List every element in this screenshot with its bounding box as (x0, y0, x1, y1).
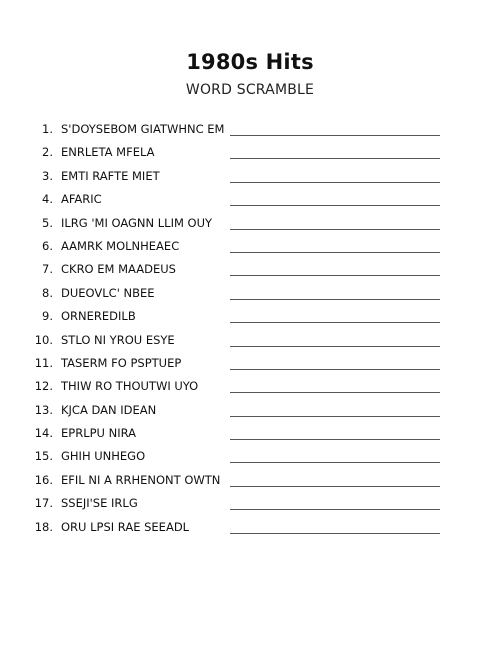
answer-line (230, 486, 440, 487)
list-item (0, 238, 500, 261)
list-item (0, 332, 500, 355)
item-number: 16. (34, 472, 53, 487)
answer-line (230, 369, 440, 370)
scrambled-word: THIW RO THOUTWI UYO (61, 379, 199, 394)
scrambled-word: ORU LPSI RAE SEEADL (61, 519, 190, 534)
list-item (0, 402, 500, 425)
scramble-list (0, 121, 500, 542)
item-number: 5. (42, 215, 53, 230)
scrambled-word: EMTI RAFTE MIET (61, 168, 160, 183)
scrambled-word: S'DOYSEBOM GIATWHNC EM (61, 122, 225, 136)
scrambled-word: EFIL NI A RRHENONT OWTN (61, 472, 221, 487)
item-number: 13. (34, 402, 53, 417)
answer-line (230, 322, 440, 323)
answer-line (230, 533, 440, 534)
list-item (0, 308, 500, 331)
answer-line (230, 158, 440, 159)
list-item (0, 121, 500, 144)
list-item (0, 448, 500, 471)
answer-line (230, 392, 440, 393)
list-item (0, 215, 500, 238)
item-number: 2. (42, 145, 53, 160)
answer-line (230, 346, 440, 347)
scrambled-word: ILRG 'MI OAGNN LLIM OUY (61, 215, 213, 230)
list-item (0, 261, 500, 284)
item-number: 15. (34, 449, 53, 464)
item-number: 10. (34, 332, 53, 347)
answer-line (230, 252, 440, 253)
item-number: 7. (42, 262, 53, 277)
scrambled-word: AFARIC (61, 192, 102, 207)
answer-line (230, 135, 440, 136)
list-item (0, 168, 500, 191)
item-number: 4. (42, 192, 53, 207)
list-item (0, 519, 500, 542)
scrambled-word: KJCA DAN IDEAN (61, 402, 157, 417)
item-number: 18. (34, 519, 53, 534)
scrambled-word: ENRLETA MFELA (61, 145, 155, 160)
worksheet-subtitle: WORD SCRAMBLE (185, 82, 315, 98)
item-number: 6. (42, 238, 53, 253)
worksheet-title: 1980s Hits (186, 50, 314, 74)
scrambled-word: GHIH UNHEGO (61, 449, 146, 464)
list-item (0, 144, 500, 167)
answer-line (230, 439, 440, 440)
answer-line (230, 509, 440, 510)
scrambled-word: SSEJI'SE IRLG (61, 496, 138, 511)
list-item (0, 472, 500, 495)
item-number: 8. (42, 285, 53, 300)
item-number: 11. (34, 355, 53, 370)
item-number: 1. (42, 122, 53, 136)
scrambled-word: EPRLPU NIRA (61, 426, 136, 441)
scrambled-word: ORNEREDILB (61, 309, 136, 324)
answer-line (230, 229, 440, 230)
answer-line (230, 416, 440, 417)
item-number: 17. (34, 496, 53, 511)
list-item (0, 191, 500, 214)
scrambled-word: AAMRK MOLNHEAEC (61, 238, 180, 253)
list-item (0, 425, 500, 448)
item-number: 9. (42, 309, 53, 324)
list-item (0, 378, 500, 401)
scrambled-word: TASERM FO PSPTUEP (61, 355, 182, 370)
answer-line (230, 182, 440, 183)
item-number: 12. (34, 379, 53, 394)
scrambled-word: STLO NI YROU ESYE (61, 332, 175, 347)
item-number: 14. (34, 426, 53, 441)
scrambled-word: CKRO EM MAADEUS (61, 262, 176, 277)
answer-line (230, 275, 440, 276)
item-number: 3. (42, 168, 53, 183)
list-item (0, 285, 500, 308)
answer-line (230, 462, 440, 463)
list-item (0, 355, 500, 378)
answer-line (230, 299, 440, 300)
scrambled-word: DUEOVLC' NBEE (61, 285, 155, 300)
list-item (0, 495, 500, 518)
answer-line (230, 205, 440, 206)
